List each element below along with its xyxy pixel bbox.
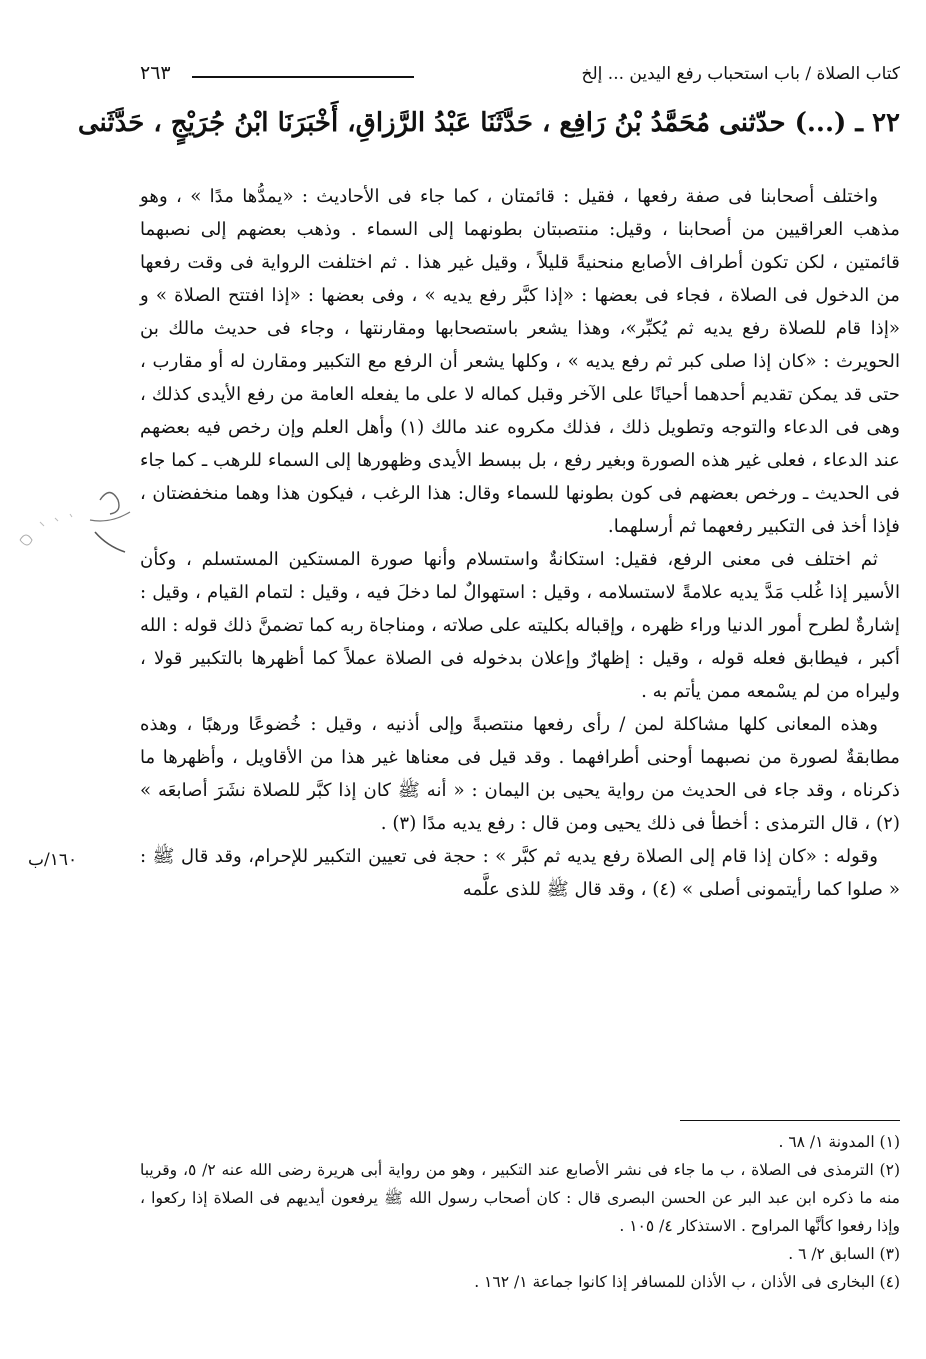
handwritten-scribble — [0, 470, 150, 580]
hadith-heading: ٢٢ ـ (...) حدّثنى مُحَمَّدُ بْنُ رَافِع ، حَدَّثَنَا عَبْدُ الرَّزاقِ، أَخْبَرَنَا ابْنُ جُرَيْجٍ ، حَدَّثَنى — [77, 108, 900, 138]
paragraph-3: وهذه المعانى كلها مشاكلة لمن / رأى رفعها منتصبةً وإلى أذنيه ، وقيل : خُضوعًا ورهبًا ، وهذه مطابقةٌ لصورة من نصبهما أوحنى أطرافهما . وقد قيل فى معناها غير هذا من الأقاويل ، وأظهرها ما ذكرناه ، وقد جاء فى الحديث من رواية يحيى بن اليمان : « أنه ﷺ كان إذا كبَّر للصلاة نشَرَ أصابعَه » (٢) ، قال الترمذى : أخطأ فى ذلك يحيى ومن قال : رفع يديه مدًا (٣) . — [140, 714, 900, 834]
footnote-2: (٢) الترمذى فى الصلاة ، ب ما جاء فى نشر الأصابع عند التكبير ، وهو من رواية أبى هريرة رضى الله عنه ٢/ ٥، وقريبا منه ما ذكره ابن عبد البر عن الحسن البصرى قال : كان أصحاب رسول الله ﷺ يرفعون أيديهم فى الصلاة إذا ركعوا ، وإذا رفعوا كأنَّها المراوح . الاستذكار ٤/ ١٠٥ . — [140, 1161, 900, 1235]
header-title: كتاب الصلاة / باب استحباب رفع اليدين ... إلخ — [581, 64, 900, 84]
header-rule — [192, 76, 414, 78]
main-text — [140, 180, 900, 906]
paragraph-4: وقوله : «كان إذا قام إلى الصلاة رفع يديه ثم كبَّر » : حجة فى تعيين التكبير للإحرام، وقد قال ﷺ : « صلوا كما رأيتمونى أصلى » (٤) ، وقد قال ﷺ للذى علَّمه — [140, 846, 900, 900]
footnote-separator — [680, 1120, 900, 1121]
paragraph-1: واختلف أصحابنا فى صفة رفعها ، فقيل : قائمتان ، كما جاء فى الأحاديث : «يمدُّها مدًا » ، وهو مذهب العراقيين من أصحابنا ، وقيل: منتصبتان بطونهما إلى السماء . وذهب بعضهم إلى نصبهما قائمتين ، لكن تكون أطراف الأصابع منحنيةً قليلاً ، وقيل غير هذا . ثم اختلفت الرواية فى وقت رفعها من الدخول فى الصلاة ، فجاء فى بعضها : «إذا كبَّر رفع يديه » ، وفى بعضها : «إذا افتتح الصلاة » و «إذا قام للصلاة رفع يديه ثم يُكبِّر»، وهذا يشعر باستصحابها ومقارنتها ، وجاء فى حديث مالك بن الحويرث : «كان إذا صلى كبر ثم رفع يديه » ، وكلها يشعر أن الرفع مع التكبير ومقارن له أو مقارب ، حتى قد يمكن تقديم أحدهما أحيانًا على الآخر وقبل كماله لا على ما يفعله العامة من رفع الأيدى كذلك ، وهى فى الدعاء والتوجه وتطويل ذلك ، فذلك مكروه عند مالك (١) وأهل العلم وإن رخص فيه بعضهم عند الدعاء ، فعلى غير هذه الصورة وبغير رفع ، بل ببسط الأيدى وظهورها إلى السماء للرهب ـ كما جاء فى الحديث ـ ورخص بعضهم فى كون بطونها للسماء وقال: هذا الرغب ، فيكون هذا وهما منخفضتان ، فإذا أخذ فى التكبير رفعهما ثم أرسلهما. — [140, 186, 900, 537]
footnote-4: (٤) البخارى فى الأذان ، ب الأذان للمسافر إذا كانوا جماعة ١/ ١٦٢ . — [474, 1273, 900, 1291]
footnote-3: (٣) السابق ٢/ ٦ . — [788, 1245, 900, 1263]
margin-folio-note: ١٦٠/ب — [28, 850, 78, 870]
footnotes — [140, 1128, 900, 1296]
footnote-1: (١) المدونة ١/ ٦٨ . — [778, 1133, 900, 1151]
running-header — [140, 58, 900, 92]
paragraph-2: ثم اختلف فى معنى الرفع، فقيل: استكانةٌ واستسلام وأنها صورة المستكين المستسلم ، وكأن الأسير إذا غُلب مَدَّ يديه علامةً لاستسلامه ، وقيل : استهوالٌ لما دخلَ فيه ، وقيل : لتمام القيام ، وقيل : إشارةٌ لطرح أمور الدنيا وراء ظهره ، وإقباله بكليته على صلاته ، ومناجاة ربه كما تضمنَّ ذلك قوله : الله أكبر ، فيطابق فعله قوله ، وقيل : إظهارٌ وإعلان بدخوله فى الصلاة عملاً كما أظهرها بالتكبير قولا ، وليراه من لم يسْمعه ممن يأتم به . — [140, 549, 900, 702]
page-number: ٢٦٣ — [140, 62, 171, 84]
